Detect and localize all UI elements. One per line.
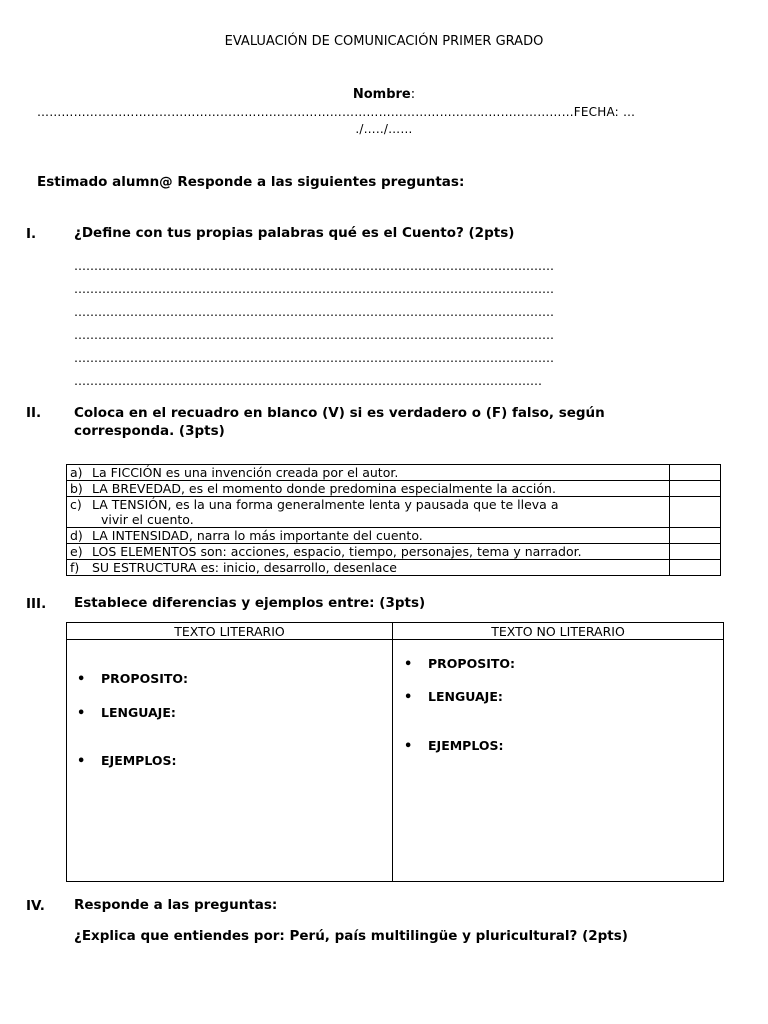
left-bullet-lenguaje[interactable] [77, 705, 176, 721]
section-2-number: II. [26, 405, 42, 421]
statement-letter: a) [70, 465, 83, 480]
answer-line[interactable]: ………………………………………………………………………………………………………… [74, 305, 554, 319]
statement-cell [67, 481, 670, 497]
section-1-number: I. [26, 226, 37, 242]
answer-box[interactable] [670, 544, 721, 560]
bullet-label: LENGUAJE: [101, 705, 176, 720]
statement-cell [67, 465, 670, 481]
statement-text: SU ESTRUCTURA es: inicio, desarrollo, desenlace [92, 560, 397, 575]
answer-line[interactable]: ……………………………………………………………………………………………………… [74, 374, 542, 388]
section-4-number: IV. [26, 898, 45, 914]
right-bullet-proposito[interactable] [404, 656, 515, 672]
answer-box[interactable] [670, 497, 721, 528]
bullet-icon: • [404, 690, 413, 705]
comparison-table [66, 622, 724, 882]
intro-text: Estimado alumn@ Responde a las siguientes preguntas: [37, 174, 465, 190]
answer-line[interactable]: ………………………………………………………………………………………………………… [74, 351, 554, 365]
bullet-icon: • [404, 657, 413, 672]
answer-box[interactable] [670, 528, 721, 544]
table-row [67, 560, 721, 576]
nombre-label-text: Nombre [352, 87, 411, 102]
section-1-question: ¿Define con tus propias palabras qué es el Cuento? (2pts) [74, 225, 515, 241]
answer-line[interactable]: ………………………………………………………………………………………………………… [74, 328, 554, 342]
true-false-table [66, 464, 721, 576]
bullet-label: EJEMPLOS: [428, 738, 504, 753]
statement-letter: c) [70, 497, 82, 512]
table-row [67, 465, 721, 481]
column-header-literario: TEXTO LITERARIO [174, 624, 285, 639]
statement-text: La FICCIÓN es una invención creada por el autor. [92, 465, 399, 480]
section-3-instruction: Establece diferencias y ejemplos entre: (3pts) [74, 595, 426, 611]
right-bullet-ejemplos[interactable] [404, 738, 503, 754]
statement-text: LA TENSIÓN, es la una forma generalmente lenta y pausada que te lleva a [92, 497, 559, 512]
statement-cell [67, 528, 670, 544]
table-row [67, 481, 721, 497]
section-2-instruction-line1: Coloca en el recuadro en blanco (V) si es verdadero o (F) falso, según [74, 405, 605, 421]
answer-box[interactable] [670, 481, 721, 497]
bullet-label: LENGUAJE: [428, 689, 503, 704]
bullet-icon: • [77, 754, 86, 769]
bullet-icon: • [404, 739, 413, 754]
statement-letter: d) [70, 528, 83, 543]
statement-text: LA INTENSIDAD, narra lo más importante del cuento. [92, 528, 423, 543]
bullet-label: PROPOSITO: [428, 656, 516, 671]
nombre-label [0, 87, 768, 102]
statement-text-continued: vivir el cuento. [101, 512, 194, 527]
bullet-icon: • [77, 706, 86, 721]
statement-text: LA BREVEDAD, es el momento donde predomina especialmente la acción. [92, 481, 556, 496]
nombre-colon: : [410, 87, 416, 102]
fecha-line[interactable]: ./…../…… [355, 122, 413, 136]
table-row [67, 528, 721, 544]
section-4-question: ¿Explica que entiendes por: Perú, país multilingüe y pluricultural? (2pts) [74, 928, 628, 944]
page-title: EVALUACIÓN DE COMUNICACIÓN PRIMER GRADO [224, 34, 544, 49]
section-2-instruction [74, 404, 605, 440]
left-bullet-ejemplos[interactable] [77, 753, 176, 769]
statement-cell [67, 497, 670, 528]
nombre-fecha-line[interactable]: ……………………………………………………………………………………………………………………FECHA: … [37, 105, 636, 119]
statement-letter: e) [70, 544, 83, 559]
header-divider [67, 639, 723, 640]
column-header-no-literario: TEXTO NO LITERARIO [491, 624, 625, 639]
bullet-icon: • [77, 672, 86, 687]
answer-line[interactable]: ………………………………………………………………………………………………………… [74, 282, 554, 296]
answer-box[interactable] [670, 560, 721, 576]
left-bullet-proposito[interactable] [77, 671, 188, 687]
answer-line[interactable]: ………………………………………………………………………………………………………… [74, 259, 554, 273]
section-3-number: III. [26, 596, 47, 612]
statement-letter: b) [70, 481, 83, 496]
bullet-label: PROPOSITO: [101, 671, 189, 686]
section-4-instruction: Responde a las preguntas: [74, 897, 278, 913]
section-2-instruction-line2: corresponda. (3pts) [74, 423, 225, 439]
statement-cell [67, 544, 670, 560]
column-divider [392, 623, 393, 881]
bullet-label: EJEMPLOS: [101, 753, 177, 768]
table-row [67, 544, 721, 560]
answer-box[interactable] [670, 465, 721, 481]
statement-cell [67, 560, 670, 576]
right-bullet-lenguaje[interactable] [404, 689, 503, 705]
table-row [67, 497, 721, 528]
statement-letter: f) [70, 560, 80, 575]
statement-text: LOS ELEMENTOS son: acciones, espacio, tiempo, personajes, tema y narrador. [92, 544, 582, 559]
